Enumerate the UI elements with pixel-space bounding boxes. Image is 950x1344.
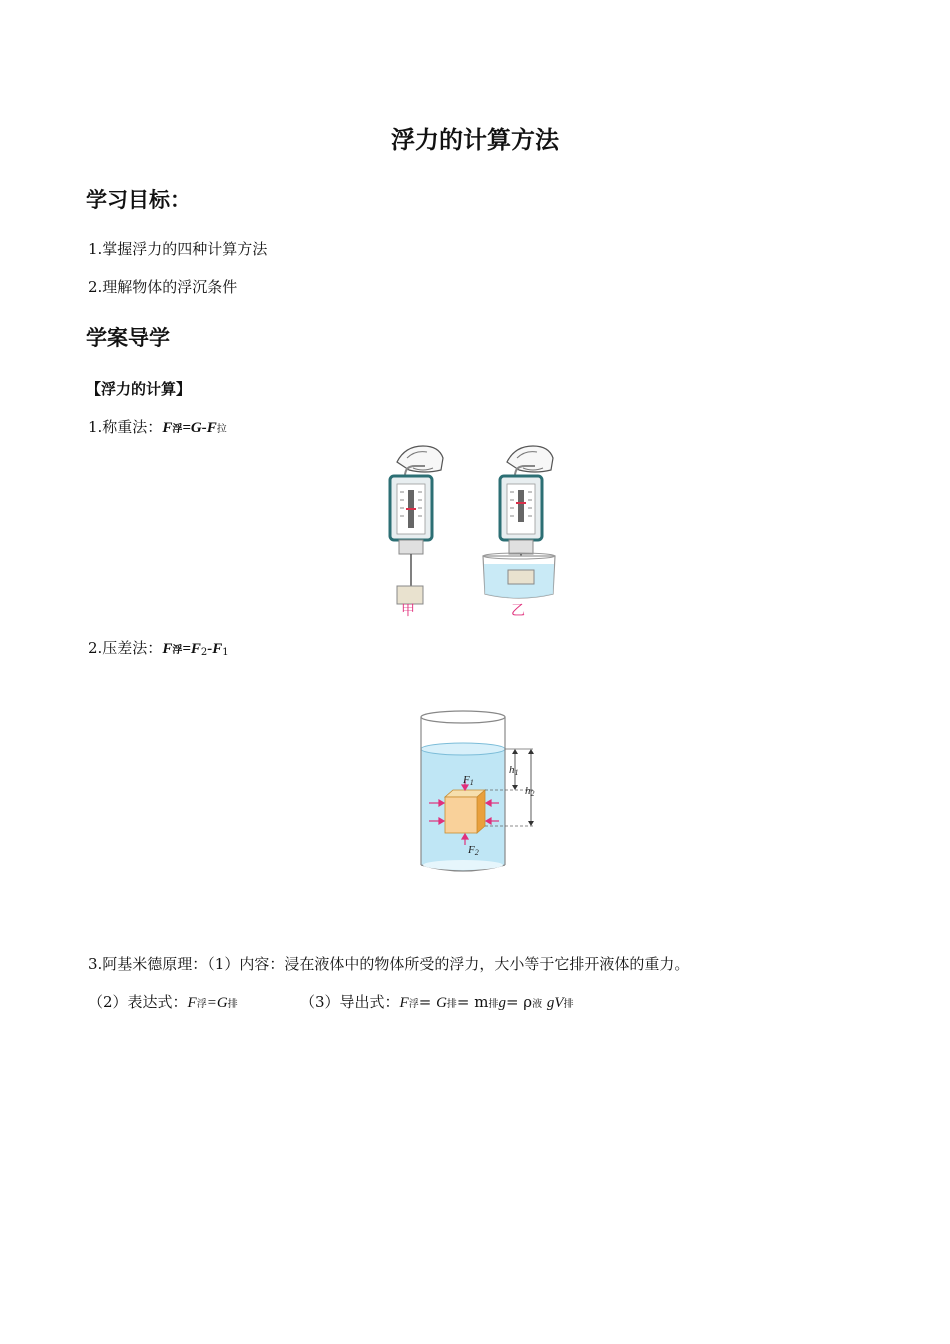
- derived-F: F: [399, 995, 409, 1011]
- derived-eq2: = m: [456, 993, 489, 1011]
- goal-item-1: 1.掌握浮力的四种计算方法: [88, 240, 268, 258]
- derived-eq1: =: [418, 993, 437, 1011]
- derived-g: g: [498, 995, 506, 1011]
- method1-eq: =G-F: [182, 420, 217, 436]
- method2-minus: -F: [207, 641, 223, 657]
- label-jia: 甲: [401, 604, 415, 618]
- method1-F: F: [162, 420, 173, 436]
- page-title: 浮力的计算方法: [391, 126, 559, 154]
- method1-prefix: 1.称重法：: [88, 418, 163, 436]
- derived-pai3: 排: [563, 999, 574, 1010]
- derived-fu: 浮: [408, 999, 419, 1010]
- method1-formula: [88, 416, 227, 437]
- method2-sub2: 2: [200, 647, 208, 658]
- method3-derived-label: （3）导出式：: [300, 993, 400, 1011]
- label-F1: F1: [463, 774, 474, 787]
- derived-pai1: 排: [446, 999, 457, 1010]
- method2-formula: [88, 637, 229, 658]
- method3-fu: 浮: [196, 999, 207, 1010]
- method2-eq: =F: [182, 641, 201, 657]
- method1-la: 拉: [216, 424, 227, 435]
- method2-prefix: 2.压差法：: [88, 639, 163, 657]
- spring-scale-figure: [375, 440, 575, 618]
- derived-pai2: 排: [488, 999, 499, 1010]
- derived-ye: 液: [532, 999, 543, 1010]
- derived-gV: gV: [546, 995, 564, 1011]
- method3-expr-label: （2）表达式：: [88, 993, 188, 1011]
- method2-F: F: [162, 641, 173, 657]
- goal-item-2: 2.理解物体的浮沉条件: [88, 278, 238, 296]
- cube: [445, 790, 485, 833]
- method3-eqG: =G: [206, 995, 228, 1011]
- method3-expression: [88, 991, 238, 1012]
- derived-G: G: [436, 995, 447, 1011]
- label-yi: 乙: [511, 604, 525, 618]
- spring-scale-right: [483, 446, 555, 618]
- label-h2: h2: [525, 785, 535, 798]
- method3-derived: [300, 991, 574, 1012]
- guide-heading: 学案导学: [86, 326, 170, 350]
- method1-fu: 浮: [172, 424, 183, 435]
- pressure-difference-figure: [405, 705, 555, 880]
- method3-pai: 排: [227, 999, 238, 1010]
- method2-sub1: 1: [222, 647, 229, 658]
- spring-scale-left: [390, 446, 443, 618]
- label-h1: h1: [509, 764, 519, 777]
- method2-fu: 浮: [172, 645, 183, 656]
- goals-heading: 学习目标：: [86, 188, 191, 212]
- section-label: 【浮力的计算】: [86, 380, 192, 398]
- method3-F: F: [187, 995, 197, 1011]
- derived-eq3: = ρ: [505, 993, 533, 1011]
- label-F2: F2: [468, 844, 479, 857]
- method3-line1: 3.阿基米德原理：（1）内容：浸在液体中的物体所受的浮力，大小等于它排开液体的重力。: [88, 955, 690, 973]
